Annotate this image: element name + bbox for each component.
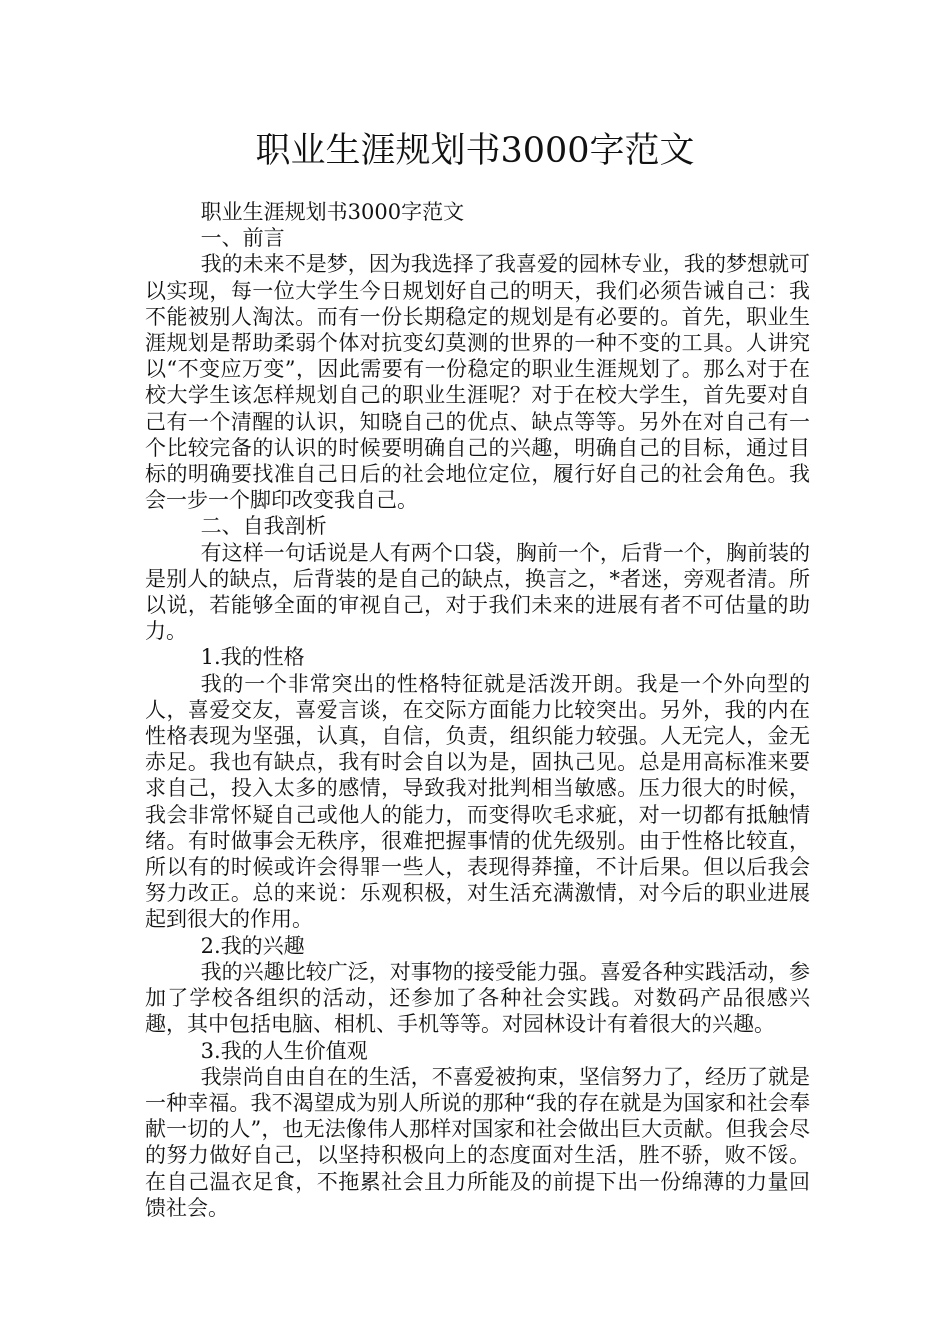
paragraph-interests: 我的兴趣比较广泛，对事物的接受能力强。喜爱各种实践活动，参加了学校各组织的活动，还参加了各种社会实践。对数码产品很感兴趣，其中包括电脑、相机、手机等等。对园林设计有着很大的兴趣。 xyxy=(145,959,810,1037)
paragraph-preface: 我的未来不是梦，因为我选择了我喜爱的园林专业，我的梦想就可以实现，每一位大学生今日规划好自己的明天，我们必须告诫自己：我不能被别人淘汰。而有一份长期稳定的规划是有必要的。首先，职业生涯规划是帮助柔弱个体对抗变幻莫测的世界的一种不变的工具。人讲究以“不变应万变”，因此需要有一份稳定的职业生涯规划了。那么对于在校大学生该怎样规划自己的职业生涯呢？对于在校大学生，首先要对自己有一个清醒的认识，知晓自己的优点、缺点等等。另外在对自己有一个比较完备的认识的时候要明确自己的兴趣，明确自己的目标，通过目标的明确要找准自己日后的社会地位定位，履行好自己的社会角色。我会一步一个脚印改变我自己。 xyxy=(145,252,810,513)
document-subtitle: 职业生涯规划书3000字范文 xyxy=(200,200,465,224)
paragraph-values: 我崇尚自由自在的生活，不喜爱被拘束，坚信努力了，经历了就是一种幸福。我不渴望成为别人所说的那种“我的存在就是为国家和社会奉献一切的人”，也无法像伟人那样对国家和社会做出巨大贡献。但我会尽的努力做好自己，以坚持积极向上的态度面对生活，胜不骄，败不馁。在自己温衣足食，不拖累社会且力所能及的前提下出一份绵薄的力量回馈社会。 xyxy=(145,1064,810,1220)
section-heading-preface: 一、前言 xyxy=(200,226,285,251)
section-heading-interests: 2.我的兴趣 xyxy=(200,933,305,958)
document-body xyxy=(145,199,810,1221)
document-title: 职业生涯规划书3000字范文 xyxy=(255,131,695,171)
section-heading-personality: 1.我的性格 xyxy=(200,645,305,670)
section-heading-values: 3.我的人生价值观 xyxy=(200,1038,368,1063)
paragraph-self-analysis: 有这样一句话说是人有两个口袋，胸前一个，后背一个，胸前装的是别人的缺点，后背装的是自己的缺点，换言之，*者迷，旁观者清。所以说，若能够全面的审视自己，对于我们未来的进展有者不可估量的助力。 xyxy=(145,540,810,644)
paragraph-personality: 我的一个非常突出的性格特征就是活泼开朗。我是一个外向型的人，喜爱交友，喜爱言谈，在交际方面能力比较突出。另外，我的内在性格表现为坚强，认真，自信，负责，组织能力较强。人无完人，金无赤足。我也有缺点，我有时会自以为是，固执己见。总是用高标准来要求自己，投入太多的感情，导致我对批判相当敏感。压力很大的时候，我会非常怀疑自己或他人的能力，而变得吹毛求疵，对一切都有抵触情绪。有时做事会无秩序，很难把握事情的优先级别。由于性格比较直，所以有的时候或许会得罪一些人，表现得莽撞，不计后果。但以后我会努力改正。总的来说：乐观积极，对生活充满激情，对今后的职业进展起到很大的作用。 xyxy=(145,671,810,932)
section-heading-self-analysis: 二、自我剖析 xyxy=(200,514,327,539)
